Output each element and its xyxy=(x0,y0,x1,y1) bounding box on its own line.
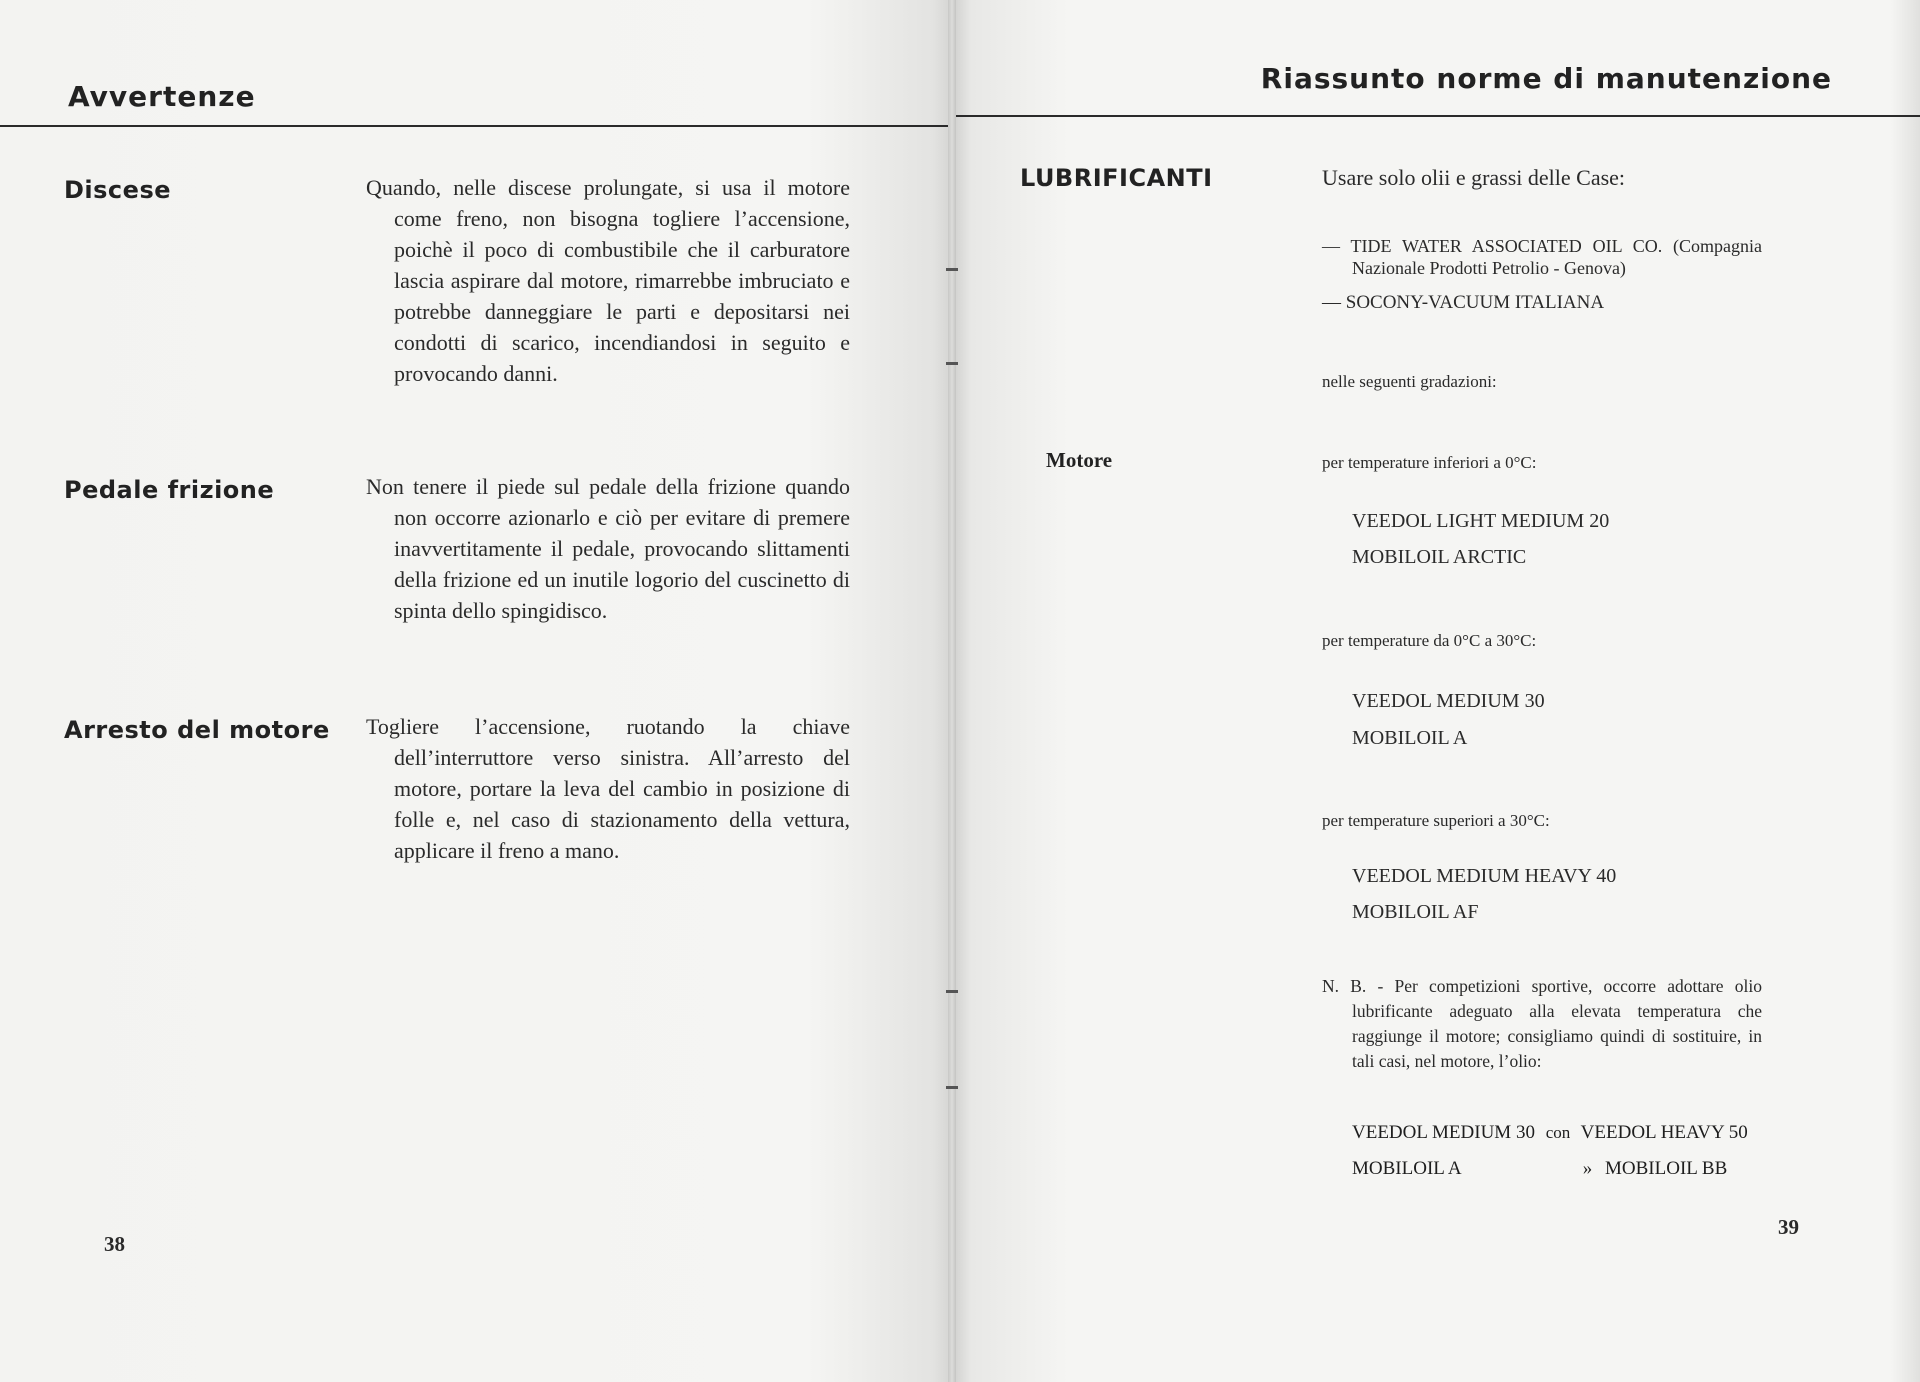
section-text-pedale-frizione: Non tenere il piede sul pedale della frizione quando non occorre azionarlo e ciò per evitare di premere inavvertitamente il pedale, provocando slittamenti della frizione ed un inutile logorio del cuscinetto di spinta dello spingidisco. xyxy=(366,474,850,623)
oil-grade: VEEDOL MEDIUM 30 xyxy=(1352,690,1545,712)
replacement-joiner: » xyxy=(1582,1158,1593,1179)
right-header-rule xyxy=(952,115,1920,117)
book-gutter xyxy=(948,0,956,1382)
binding-stitch xyxy=(946,990,958,993)
competition-note: N. B. - Per competizioni sportive, occorre adottare olio lubrificante adeguato alla elevata temperatura che raggiunge il motore; consigliamo quindi di sostituire, in tali casi, nel motore, l’olio: xyxy=(1322,976,1762,1071)
binding-stitch xyxy=(946,268,958,271)
oil-grade: VEEDOL MEDIUM HEAVY 40 xyxy=(1352,865,1617,887)
gradations-label: nelle seguenti gradazioni: xyxy=(1322,372,1497,391)
oil-grade: MOBILOIL AF xyxy=(1352,901,1479,923)
replacement-row xyxy=(1352,1158,1772,1180)
replacement-to: MOBILOIL BB xyxy=(1605,1158,1728,1179)
left-page xyxy=(0,0,952,1382)
right-page-number: 39 xyxy=(1778,1215,1799,1239)
left-header-rule xyxy=(0,125,952,127)
right-page xyxy=(952,0,1920,1382)
condition-label: per temperature da 0°C a 30°C: xyxy=(1322,631,1537,650)
section-text-discese: Quando, nelle discese prolungate, si usa il motore come freno, non bisogna togliere l’accensione, poichè il poco di combustibile che il carburatore lascia aspirare dal motore, rimarrebbe imbruciato e potrebbe danneggiare le parti e depositarsi nei condotti di scarico, incendiandosi in seguito e provocando danni. xyxy=(366,175,850,386)
right-page-title: Riassunto norme di manutenzione xyxy=(1260,62,1832,95)
left-page-number: 38 xyxy=(104,1232,125,1256)
replacement-to: VEEDOL HEAVY 50 xyxy=(1580,1122,1748,1143)
section-heading-lubrificanti: LUBRIFICANTI xyxy=(1020,164,1213,192)
binding-stitch xyxy=(946,362,958,365)
replacement-row xyxy=(1352,1122,1772,1144)
sub-heading-motore: Motore xyxy=(1046,448,1113,472)
oil-grade: VEEDOL LIGHT MEDIUM 20 xyxy=(1352,510,1610,532)
supplier-item: — SOCONY-VACUUM ITALIANA xyxy=(1322,292,1605,313)
condition-label: per temperature inferiori a 0°C: xyxy=(1322,453,1537,472)
supplier-item: — TIDE WATER ASSOCIATED OIL CO. (Compagnia Nazionale Prodotti Petrolio - Genova) xyxy=(1322,236,1762,278)
intro-text: Usare solo olii e grassi delle Case: xyxy=(1322,165,1626,190)
section-heading-arresto-motore: Arresto del motore xyxy=(64,716,330,744)
replacement-joiner: con xyxy=(1545,1123,1571,1142)
oil-grade: MOBILOIL A xyxy=(1352,727,1468,749)
condition-label: per temperature superiori a 30°C: xyxy=(1322,811,1550,830)
section-heading-discese: Discese xyxy=(64,176,171,204)
section-text-arresto-motore: Togliere l’accensione, ruotando la chiave dell’interruttore verso sinistra. All’arresto del motore, portare la leva del cambio in posizione di folle e, nel caso di stazionamento della vettura, applicare il freno a mano. xyxy=(366,714,850,863)
left-page-title: Avvertenze xyxy=(68,80,256,113)
section-heading-pedale-frizione: Pedale frizione xyxy=(64,476,275,504)
oil-grade: MOBILOIL ARCTIC xyxy=(1352,546,1527,568)
replacement-from: VEEDOL MEDIUM 30 xyxy=(1352,1122,1535,1143)
binding-stitch xyxy=(946,1086,958,1089)
replacement-from: MOBILOIL A xyxy=(1352,1158,1462,1179)
